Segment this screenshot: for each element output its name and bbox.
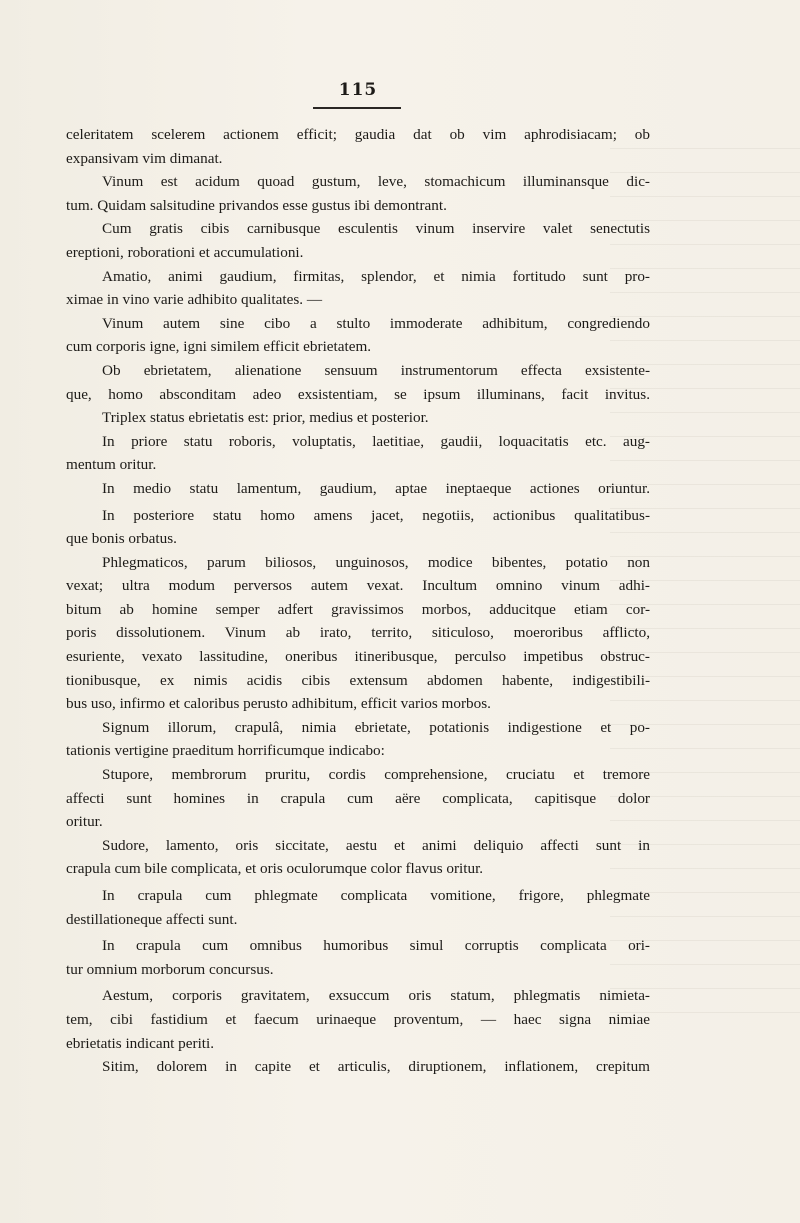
text-line: ereptioni, roborationi et accumulationi.	[66, 243, 304, 261]
text-line: In priore statu roboris, voluptatis, laetitiae, gaudii, loquacitatis etc. aug-	[102, 432, 650, 450]
text-line: vexat; ultra modum perversos autem vexat. Incultum omnino vinum adhi-	[66, 577, 650, 595]
text-line: que, homo absconditam adeo exsistentiam, se ipsum illuminans, facit invitus.	[66, 385, 650, 403]
page-number: 115	[338, 80, 378, 100]
text-line: celeritatem scelerem actionem efficit; gaudia dat ob vim aphrodisiacam; ob	[66, 126, 650, 143]
text-line: Amatio, animi gaudium, firmitas, splendor, et nimia fortitudo sunt pro-	[102, 267, 650, 285]
text-line: mentum oritur.	[66, 456, 157, 474]
text-line: ebrietatis indicant periti.	[66, 1034, 215, 1052]
body-text	[66, 123, 650, 1079]
text-line: Stupore, membrorum pruritu, cordis comprehensione, cruciatu et tremore	[102, 766, 650, 784]
text-line: Phlegmaticos, parum biliosos, unguinosos, modice bibentes, potatio non	[102, 553, 650, 571]
text-line: affecti sunt homines in crapula cum aëre complicata, capitisque dolor	[66, 789, 650, 807]
text-line: ximae in vino varie adhibito qualitates. —	[66, 291, 323, 309]
text-line: tum. Quidam salsitudine privandos esse gustus ibi demontrant.	[66, 196, 447, 214]
text-line: oritur.	[66, 813, 103, 831]
text-line: tur omnium morborum concursus.	[66, 960, 274, 978]
text-line: Sitim, dolorem in capite et articulis, diruptionem, inflationem, crepitum	[102, 1058, 650, 1076]
text-line: Vinum autem sine cibo a stulto immoderate adhibitum, congrediendo	[102, 314, 650, 332]
text-line: tionibusque, ex nimis acidis cibis extensum abdomen habente, indigestibili-	[66, 671, 650, 689]
text-line: Signum illorum, crapulâ, nimia ebrietate, potationis indigestione et po-	[102, 718, 650, 736]
text-line: Triplex status ebrietatis est: prior, medius et posterior.	[102, 409, 429, 427]
text-line: crapula cum bile complicata, et oris oculorumque color flavus oritur.	[66, 860, 484, 878]
text-line: destillationeque affecti sunt.	[66, 910, 238, 928]
text-line: cum corporis igne, igni similem efficit ebrietatem.	[66, 338, 372, 356]
text-line: tationis vertigine praeditum horrificumque indicabo:	[66, 742, 385, 760]
page-number-rule	[313, 107, 401, 109]
text-line: poris dissolutionem. Vinum ab irato, territo, siticuloso, moeroribus afflicto,	[66, 624, 650, 642]
text-line: Sudore, lamento, oris siccitate, aestu et animi deliquio affecti sunt in	[102, 836, 650, 854]
text-line: bus uso, infirmo et caloribus perusto adhibitum, efficit varios morbos.	[66, 695, 491, 713]
text-line: In crapula cum phlegmate complicata vomitione, frigore, phlegmate	[102, 887, 650, 904]
text-line: tem, cibi fastidium et faecum urinaeque proventum, — haec signa nimiae	[66, 1010, 650, 1028]
text-line: que bonis orbatus.	[66, 530, 177, 548]
text-line: Cum gratis cibis carnibusque esculentis vinum inservire valet senectutis	[102, 220, 650, 238]
text-line: Vinum est acidum quoad gustum, leve, stomachicum illuminansque dic-	[102, 173, 650, 191]
text-line: Aestum, corporis gravitatem, exsuccum oris statum, phlegmatis nimieta-	[102, 987, 650, 1005]
text-line: In medio statu lamentum, gaudium, aptae ineptaeque actiones oriuntur.	[102, 479, 650, 497]
text-line: bitum ab homine semper adfert gravissimos morbos, adducitque etiam cor-	[66, 600, 650, 618]
text-line: In posteriore statu homo amens jacet, negotiis, actionibus qualitatibus-	[102, 506, 650, 524]
text-line: In crapula cum omnibus humoribus simul corruptis complicata ori-	[102, 937, 650, 955]
text-line: esuriente, vexato lassitudine, oneribus itineribusque, perculso impetibus obstruc-	[66, 648, 650, 666]
text-line: Ob ebrietatem, alienatione sensuum instrumentorum effecta exsistente-	[102, 361, 650, 379]
text-line: expansivam vim dimanat.	[66, 149, 223, 167]
